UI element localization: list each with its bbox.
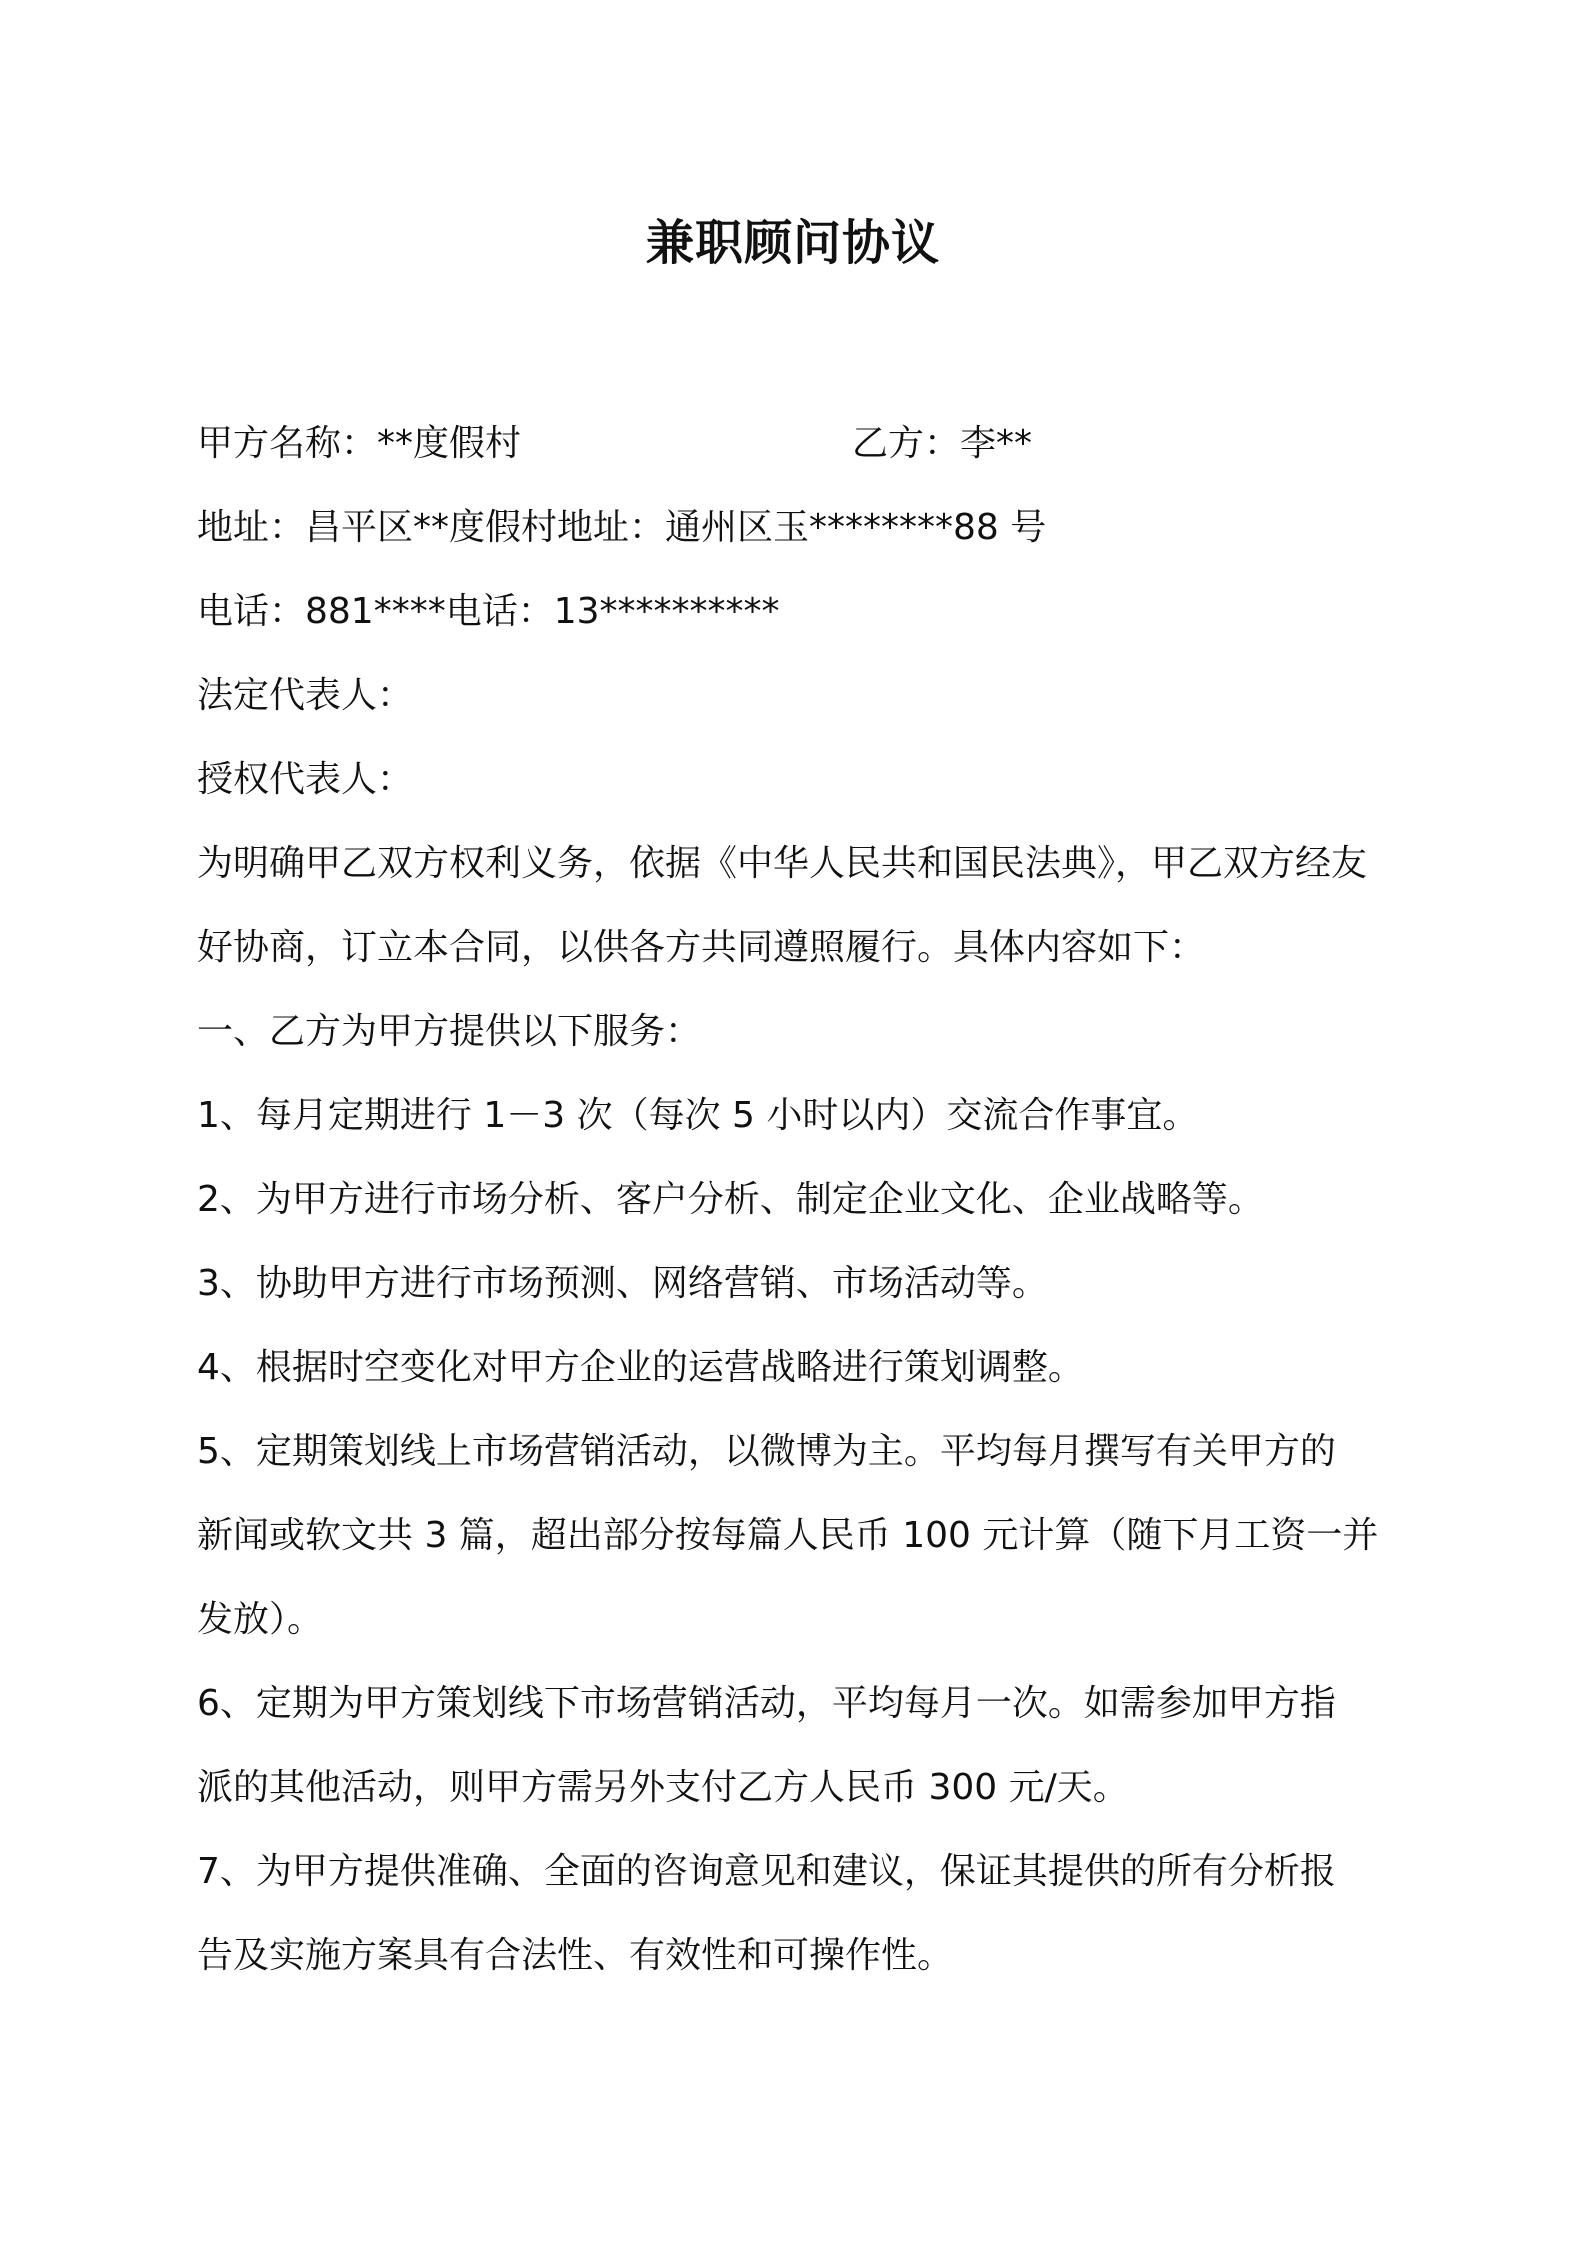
document-body	[197, 402, 1407, 1998]
party-row	[197, 402, 1407, 486]
intro-line-2: 好协商，订立本合同，以供各方共同遵照履行。具体内容如下：	[197, 927, 1206, 968]
intro-line-1: 为明确甲乙双方权利义务，依据《中华人民共和国民法典》，甲乙双方经友	[197, 843, 1368, 884]
service-item-4: 4、根据时空变化对甲方企业的运营战略进行策划调整。	[197, 1347, 1084, 1388]
party-b-name: 乙方：李**	[852, 423, 1033, 464]
service-item-5-line-3: 发放）。	[197, 1599, 324, 1640]
phone-line: 电话：881****电话：13**********	[197, 591, 780, 632]
address-line: 地址：昌平区**度假村地址：通州区玉********88 号	[197, 507, 1047, 548]
service-item-7-line-1: 7、为甲方提供准确、全面的咨询意见和建议，保证其提供的所有分析报	[197, 1851, 1336, 1892]
document-title: 兼职顾问协议	[645, 215, 940, 271]
service-item-2: 2、为甲方进行市场分析、客户分析、制定企业文化、企业战略等。	[197, 1179, 1264, 1220]
service-item-3: 3、协助甲方进行市场预测、网络营销、市场活动等。	[197, 1263, 1048, 1304]
service-item-6-line-2: 派的其他活动，则甲方需另外支付乙方人民币 300 元/天。	[197, 1767, 1129, 1808]
legal-representative: 法定代表人：	[197, 675, 414, 716]
service-item-6-line-1: 6、定期为甲方策划线下市场营销活动，平均每月一次。如需参加甲方指	[197, 1683, 1336, 1724]
authorized-representative: 授权代表人：	[197, 759, 414, 800]
service-item-1: 1、每月定期进行 1－3 次（每次 5 小时以内）交流合作事宜。	[197, 1095, 1199, 1136]
service-item-7-line-2: 告及实施方案具有合法性、有效性和可操作性。	[197, 1935, 954, 1976]
section-heading-1: 一、乙方为甲方提供以下服务：	[197, 1011, 702, 1052]
service-item-5-line-1: 5、定期策划线上市场营销活动，以微博为主。平均每月撰写有关甲方的	[197, 1431, 1336, 1472]
party-a-name: 甲方名称：**度假村	[197, 423, 522, 464]
service-item-5-line-2: 新闻或软文共 3 篇，超出部分按每篇人民币 100 元计算（随下月工资一并	[197, 1515, 1379, 1556]
